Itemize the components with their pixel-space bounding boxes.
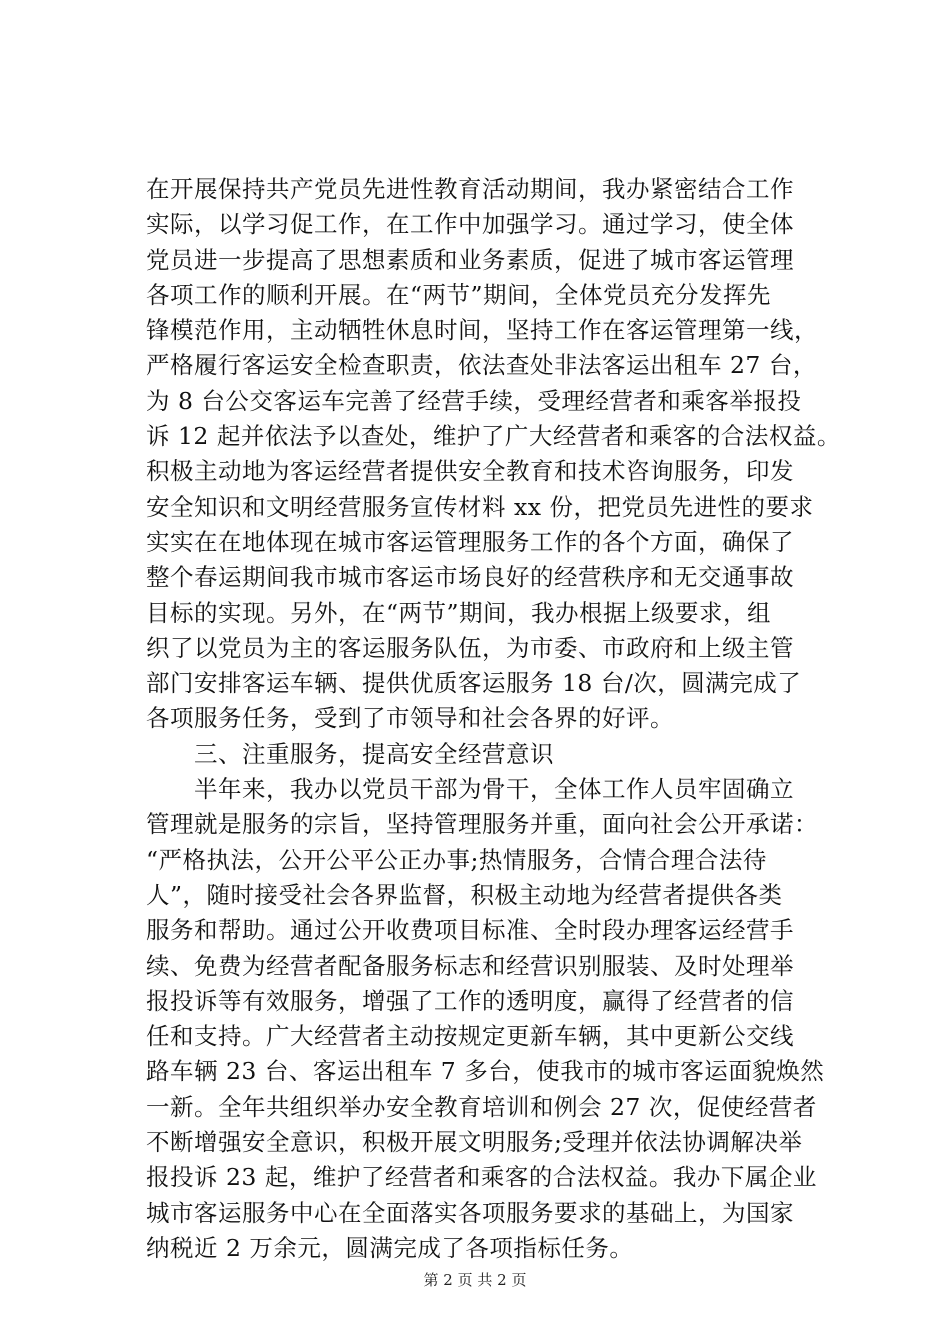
text-line: 党员进一步提高了思想素质和业务素质，促进了城市客运管理 <box>146 245 794 274</box>
text-line: 安全知识和文明经营服务宣传材料 xx 份，把党员先进性的要求 <box>146 492 814 521</box>
text-line: 各项服务任务，受到了市领导和社会各界的好评。 <box>146 704 674 733</box>
page-number-footer: 第 2 页 共 2 页 <box>423 1271 527 1289</box>
text-line: 服务和帮助。通过公开收费项目标准、全时段办理客运经营手 <box>146 916 794 945</box>
text-line: 实际，以学习促工作，在工作中加强学习。通过学习，使全体 <box>146 210 794 239</box>
text-line: 目标的实现。另外，在“两节”期间，我办根据上级要求，组 <box>146 598 772 627</box>
text-line: 积极主动地为客运经营者提供安全教育和技术咨询服务，印发 <box>146 457 794 486</box>
text-line: 为 8 台公交客运车完善了经营手续，受理经营者和乘客举报投 <box>146 386 802 415</box>
text-line: 在开展保持共产党员先进性教育活动期间，我办紧密结合工作 <box>146 175 794 203</box>
text-line: “严格执法，公开公平公正办事;热情服务，合情合理合法待 <box>146 845 767 874</box>
text-line: 不断增强安全意识，积极开展文明服务;受理并依法协调解决举 <box>146 1128 803 1157</box>
text-line: 报投诉 23 起，维护了经营者和乘客的合法权益。我办下属企业 <box>146 1163 817 1192</box>
text-line: 半年来，我办以党员干部为骨干，全体工作人员牢固确立 <box>146 775 794 804</box>
text-line: 整个春运期间我市城市客运市场良好的经营秩序和无交通事故 <box>146 563 794 592</box>
text-line: 任和支持。广大经营者主动按规定更新车辆，其中更新公交线 <box>146 1022 794 1051</box>
text-line: 锋模范作用，主动牺牲休息时间，坚持工作在客运管理第一线， <box>146 316 818 345</box>
text-line: 城市客运服务中心在全面落实各项服务要求的基础上，为国家 <box>146 1198 794 1227</box>
section-heading: 三、注重服务，提高安全经营意识 <box>146 739 554 768</box>
text-line: 报投诉等有效服务，增强了工作的透明度，赢得了经营者的信 <box>146 986 794 1015</box>
text-line: 严格履行客运安全检查职责，依法查处非法客运出租车 27 台， <box>146 351 817 380</box>
text-line: 路车辆 23 台、客运出租车 7 多台，使我市的城市客运面貌焕然 <box>146 1057 825 1086</box>
text-line: 部门安排客运车辆、提供优质客运服务 18 台/次，圆满完成了 <box>146 669 802 698</box>
text-line: 诉 12 起并依法予以查处，维护了广大经营者和乘客的合法权益。 <box>146 422 841 451</box>
text-line: 人”，随时接受社会各界监督，积极主动地为经营者提供各类 <box>146 880 783 909</box>
document-body <box>146 172 841 1266</box>
text-line: 实实在在地体现在城市客运管理服务工作的各个方面，确保了 <box>146 527 794 556</box>
text-line: 管理就是服务的宗旨，坚持管理服务并重，面向社会公开承诺： <box>146 810 818 839</box>
text-line: 各项工作的顺利开展。在“两节”期间，全体党员充分发挥先 <box>146 280 772 309</box>
text-line: 织了以党员为主的客运服务队伍，为市委、市政府和上级主管 <box>146 633 794 662</box>
text-line: 一新。全年共组织举办安全教育培训和例会 27 次，促使经营者 <box>146 1092 817 1121</box>
text-line: 续、免费为经营者配备服务标志和经营识别服装、及时处理举 <box>146 951 794 980</box>
text-line: 纳税近 2 万余元，圆满完成了各项指标任务。 <box>146 1233 634 1262</box>
